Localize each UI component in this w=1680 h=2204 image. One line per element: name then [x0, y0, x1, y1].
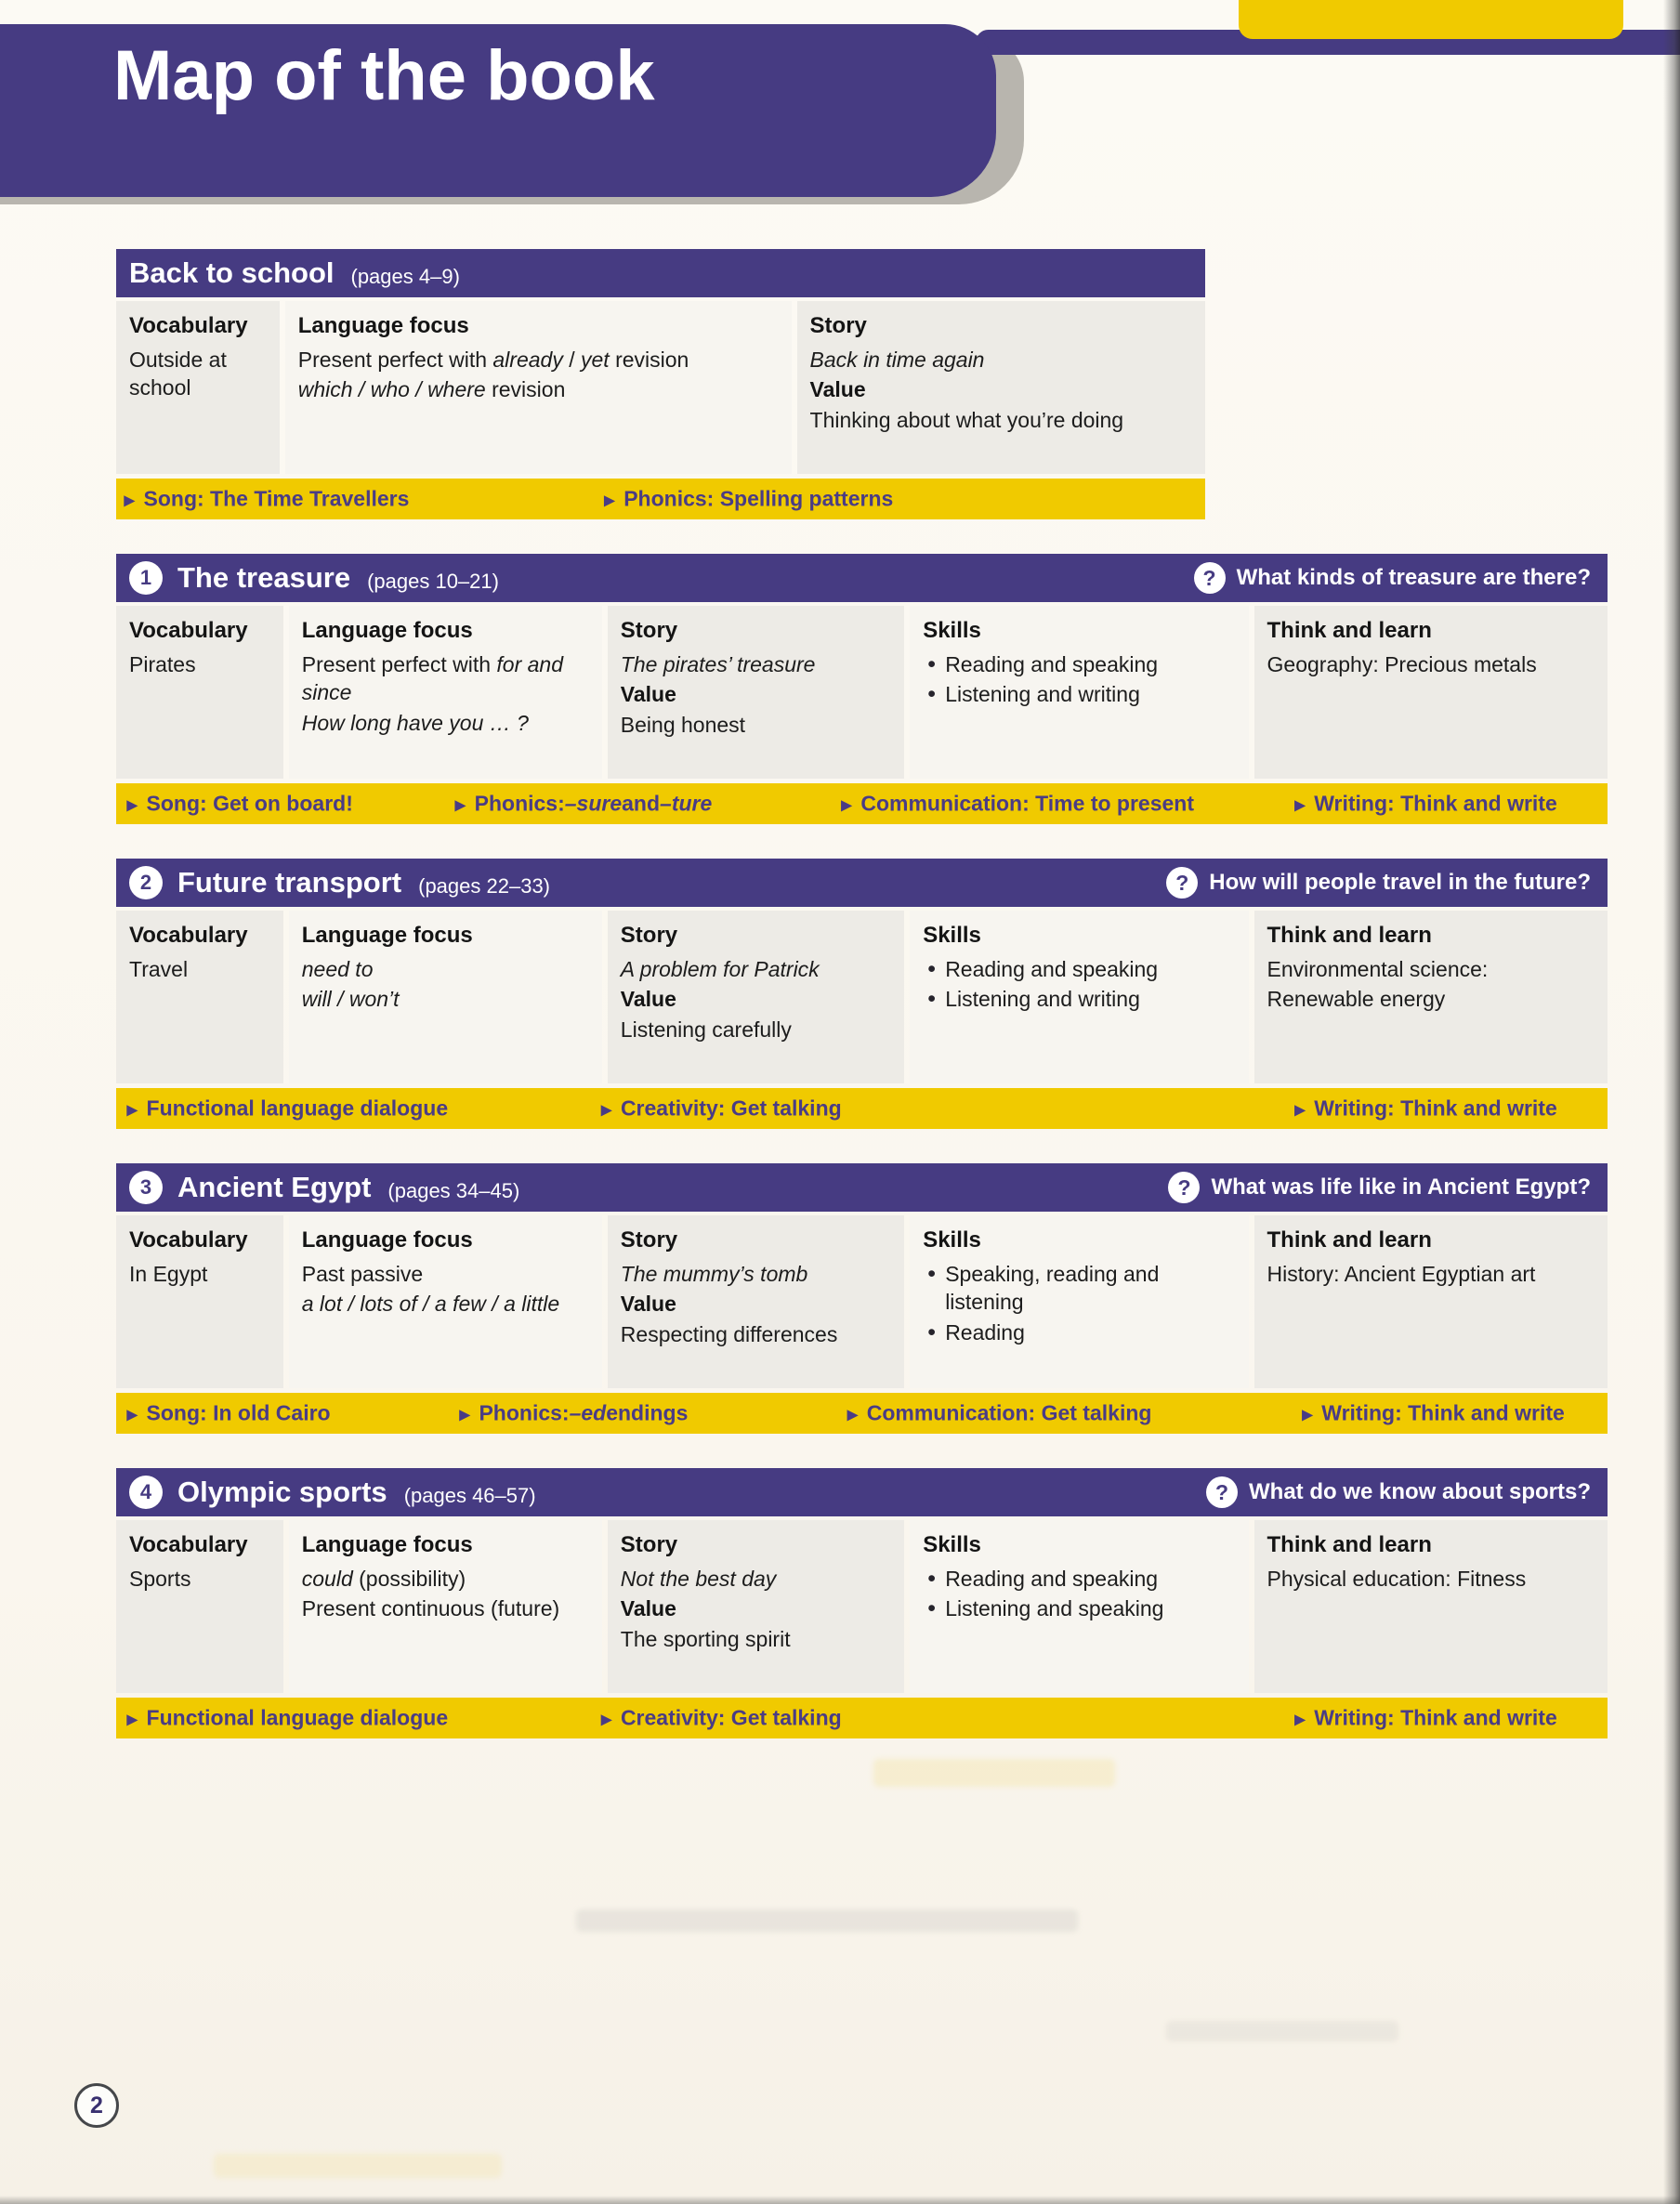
text-segment: Geography: Precious metals: [1267, 652, 1537, 676]
footer-item-communication: [847, 1401, 1151, 1426]
unit-number-badge: 1: [129, 561, 163, 595]
text-line: [923, 680, 1235, 708]
unit-body: [116, 1520, 1608, 1693]
bleed-through-mark: [873, 1759, 1115, 1787]
unit-number-badge: 3: [129, 1171, 163, 1204]
text-segment: Present perfect with: [301, 652, 497, 676]
text-segment: and: [622, 791, 661, 816]
column-header: Skills: [923, 1227, 981, 1253]
column-skills: [910, 1215, 1248, 1388]
unit-header: [116, 249, 1205, 297]
text-segment: a lot / lots of / a few / a little: [301, 1292, 560, 1317]
text-segment: Pirates: [129, 652, 196, 676]
text-segment: Outside at school: [129, 348, 227, 400]
column-skills: [910, 1520, 1248, 1693]
column-think-and-learn: [1254, 606, 1608, 779]
text-segment: Being honest: [620, 712, 746, 737]
column-story: [797, 301, 1205, 474]
text-segment: How long have you … ?: [301, 710, 529, 735]
column-header: Story: [620, 923, 678, 948]
text-segment: Renewable energy: [1267, 987, 1446, 1012]
text-segment: already: [492, 348, 563, 372]
column-header: Vocabulary: [129, 1227, 248, 1253]
column-language-focus: [289, 1215, 602, 1388]
text-segment: need to: [301, 957, 374, 981]
column-header: Story: [620, 618, 678, 643]
text-segment: –sure: [564, 791, 623, 816]
arrow-icon: ▶: [454, 797, 466, 813]
text-line: [621, 1320, 891, 1348]
text-segment: Respecting differences: [620, 1321, 838, 1346]
text-segment: The sporting spirit: [620, 1626, 791, 1651]
column-header: Think and learn: [1267, 1532, 1432, 1557]
column-language-focus: [289, 606, 602, 779]
unit-footer: [116, 1393, 1608, 1434]
unit-pages: (pages 4–9): [350, 264, 460, 288]
text-line: [129, 346, 267, 402]
column-vocabulary: [116, 911, 283, 1083]
column-header: Language focus: [301, 923, 473, 948]
column-header: Skills: [923, 923, 981, 948]
text-segment: Value: [620, 987, 676, 1012]
unit-pages: (pages 46–57): [403, 1483, 536, 1507]
text-segment: for and since: [301, 652, 564, 705]
column-think-and-learn: [1254, 911, 1608, 1083]
text-segment: which / who / where: [297, 377, 486, 402]
column-header: Skills: [923, 1532, 981, 1557]
arrow-icon: ▶: [847, 1407, 859, 1423]
text-line: [810, 375, 1192, 403]
text-line: [621, 711, 891, 739]
text-line: [302, 1594, 589, 1622]
unit-header: [116, 554, 1608, 602]
text-segment: Reading and speaking: [945, 957, 1159, 981]
text-line: [621, 1016, 891, 1043]
text-segment: Physical education: Fitness: [1267, 1567, 1527, 1591]
text-line: [1267, 650, 1595, 678]
text-segment: Song: Get on board!: [146, 791, 353, 816]
text-line: [1267, 1565, 1595, 1593]
unit-ancient-egypt: [116, 1163, 1608, 1434]
arrow-icon: ▶: [126, 1102, 138, 1118]
text-segment: The mummy’s tomb: [620, 1262, 808, 1286]
question-mark-icon: ?: [1166, 867, 1198, 899]
text-line: [923, 1565, 1235, 1593]
scan-edge-bottom: [0, 2196, 1680, 2204]
column-header: Vocabulary: [129, 1532, 248, 1557]
column-story: [608, 1215, 904, 1388]
text-segment: Writing: Think and write: [1314, 1705, 1557, 1730]
column-header: Skills: [923, 618, 981, 643]
text-line: [129, 955, 270, 983]
unit-footer: [116, 1698, 1608, 1738]
column-header: Think and learn: [1267, 618, 1432, 643]
column-header: Vocabulary: [129, 923, 248, 948]
column-header: Think and learn: [1267, 1227, 1432, 1253]
text-segment: Phonics:: [479, 1400, 570, 1425]
unit-title: Future transport: [177, 866, 402, 899]
text-line: [810, 406, 1192, 434]
text-line: [621, 680, 891, 708]
units: [116, 249, 1608, 1738]
text-line: [923, 1594, 1235, 1622]
text-line: [621, 650, 891, 678]
footer-item-writing: [1302, 1401, 1565, 1426]
text-line: [923, 955, 1235, 983]
column-header: Language focus: [301, 1227, 473, 1253]
scan-edge-right: [1663, 0, 1680, 2204]
text-segment: Reading and speaking: [945, 652, 1159, 676]
footer-item-functional-language: [126, 1706, 448, 1731]
unit-header: [116, 1163, 1608, 1212]
text-segment: Reading and speaking: [945, 1567, 1159, 1591]
text-line: [923, 1260, 1235, 1317]
column-header: Vocabulary: [129, 313, 248, 338]
text-line: [621, 1625, 891, 1653]
column-vocabulary: [116, 301, 280, 474]
footer-item-creativity: [601, 1096, 842, 1122]
text-segment: –ed: [569, 1400, 607, 1425]
text-segment: Song: The Time Travellers: [143, 486, 410, 511]
column-header: Story: [809, 313, 867, 338]
text-segment: Listening and speaking: [945, 1596, 1164, 1621]
text-segment: Functional language dialogue: [146, 1705, 449, 1730]
text-line: [1267, 985, 1595, 1013]
unit-question: What kinds of treasure are there?: [1236, 565, 1591, 590]
unit-footer: [116, 1088, 1608, 1129]
text-line: [129, 650, 270, 678]
text-segment: yet: [581, 348, 610, 372]
unit-title: Back to school: [129, 256, 335, 289]
arrow-icon: ▶: [1293, 797, 1306, 813]
unit-future-transport: [116, 859, 1608, 1129]
unit-body: [116, 1215, 1608, 1388]
column-header: Language focus: [301, 1532, 473, 1557]
question-mark-icon: ?: [1206, 1476, 1238, 1508]
text-segment: Value: [809, 377, 866, 402]
text-segment: Writing: Think and write: [1314, 1095, 1557, 1121]
text-segment: Phonics:: [474, 791, 565, 816]
unit-question: What was life like in Ancient Egypt?: [1211, 1174, 1591, 1200]
text-line: [302, 1260, 589, 1288]
text-line: [302, 650, 589, 707]
column-story: [608, 1520, 904, 1693]
arrow-icon: ▶: [1301, 1407, 1314, 1423]
unit-olympic-sports: [116, 1468, 1608, 1738]
bleed-through-mark: [576, 1909, 1078, 1932]
unit-title: The treasure: [177, 561, 351, 594]
text-segment: revision: [609, 348, 689, 372]
text-line: [302, 1565, 589, 1593]
unit-question: How will people travel in the future?: [1209, 870, 1591, 895]
unit-the-treasure: [116, 554, 1608, 824]
text-segment: –ture: [660, 791, 713, 816]
arrow-icon: ▶: [126, 1407, 138, 1423]
arrow-icon: ▶: [126, 797, 138, 813]
unit-body: [116, 606, 1608, 779]
text-segment: could: [301, 1567, 353, 1591]
text-segment: A problem for Patrick: [620, 957, 820, 981]
unit-body: [116, 301, 1205, 474]
text-segment: Creativity: Get talking: [620, 1705, 842, 1730]
column-story: [608, 911, 904, 1083]
text-segment: Not the best day: [620, 1567, 777, 1591]
text-segment: History: Ancient Egyptian art: [1267, 1262, 1536, 1286]
bleed-through-mark: [1166, 2021, 1398, 2041]
text-segment: Reading: [945, 1319, 1025, 1345]
column-header: Story: [620, 1532, 678, 1557]
text-segment: Thinking about what you’re doing: [809, 407, 1124, 432]
question-mark-icon: ?: [1168, 1172, 1200, 1203]
text-segment: Value: [620, 1292, 676, 1317]
arrow-icon: ▶: [603, 492, 616, 508]
text-segment: Writing: Think and write: [1321, 1400, 1565, 1425]
footer-item-communication: [841, 792, 1194, 817]
unit-header: [116, 1468, 1608, 1516]
column-language-focus: [285, 301, 792, 474]
text-line: [621, 1290, 891, 1318]
text-segment: Sports: [129, 1567, 191, 1591]
text-segment: The pirates’ treasure: [620, 652, 816, 676]
unit-title: Olympic sports: [177, 1476, 387, 1508]
text-line: [923, 1318, 1235, 1346]
text-segment: Back in time again: [809, 348, 985, 372]
text-segment: Communication: Get talking: [866, 1400, 1152, 1425]
footer-item-creativity: [601, 1706, 842, 1731]
text-segment: Communication: Time to present: [860, 791, 1194, 816]
footer-item-writing: [1294, 1706, 1557, 1731]
column-story: [608, 606, 904, 779]
unit-header: [116, 859, 1608, 907]
column-header: Language focus: [297, 313, 469, 338]
arrow-icon: ▶: [126, 1712, 138, 1727]
footer-item-writing: [1294, 1096, 1557, 1122]
footer-item-writing: [1294, 792, 1557, 817]
text-line: [298, 346, 779, 374]
text-segment: Environmental science:: [1267, 957, 1489, 981]
text-segment: Writing: Think and write: [1314, 791, 1557, 816]
text-segment: Functional language dialogue: [146, 1095, 449, 1121]
unit-title: Ancient Egypt: [177, 1171, 372, 1203]
text-line: [302, 955, 589, 983]
text-line: [621, 1565, 891, 1593]
text-line: [621, 985, 891, 1013]
footer-item-phonics: [459, 1401, 688, 1426]
column-skills: [910, 606, 1248, 779]
text-segment: Past passive: [301, 1262, 424, 1286]
text-segment: Present continuous (future): [301, 1596, 560, 1621]
unit-footer: [116, 479, 1205, 519]
arrow-icon: ▶: [600, 1102, 612, 1118]
text-line: [302, 985, 589, 1013]
bleed-through-mark: [214, 2154, 502, 2178]
text-segment: Present perfect with: [297, 348, 493, 372]
text-line: [1267, 955, 1595, 983]
text-segment: Song: In old Cairo: [146, 1400, 331, 1425]
text-segment: Listening carefully: [620, 1017, 792, 1042]
text-segment: revision: [485, 377, 566, 402]
arrow-icon: ▶: [600, 1712, 612, 1727]
text-segment: will / won’t: [301, 987, 400, 1012]
text-line: [923, 985, 1235, 1013]
column-think-and-learn: [1254, 1520, 1608, 1693]
question-mark-icon: ?: [1194, 562, 1226, 594]
text-segment: (possibility): [352, 1567, 466, 1591]
text-line: [302, 709, 589, 737]
unit-number-badge: 2: [129, 866, 163, 899]
column-header: Language focus: [301, 618, 473, 643]
text-line: [923, 650, 1235, 678]
text-segment: Listening and writing: [945, 682, 1140, 707]
text-line: [621, 1260, 891, 1288]
footer-item-song: [126, 792, 353, 817]
footer-item-song: [126, 1401, 330, 1426]
corner-tab: [1239, 0, 1623, 39]
text-line: [621, 955, 891, 983]
text-segment: /: [562, 348, 581, 372]
page-number: 2: [74, 2083, 119, 2128]
unit-body: [116, 911, 1608, 1083]
column-header: Think and learn: [1267, 923, 1432, 948]
column-language-focus: [289, 1520, 602, 1693]
text-segment: Phonics: Spelling patterns: [623, 486, 894, 511]
text-segment: Creativity: Get talking: [620, 1095, 842, 1121]
unit-back-to-school: [116, 249, 1205, 519]
text-segment: Travel: [129, 957, 189, 981]
text-line: [810, 346, 1192, 374]
column-vocabulary: [116, 1520, 283, 1693]
column-header: Story: [620, 1227, 678, 1253]
column-header: Vocabulary: [129, 618, 248, 643]
column-vocabulary: [116, 1215, 283, 1388]
text-segment: Listening and writing: [945, 987, 1140, 1012]
text-line: [1267, 1260, 1595, 1288]
column-language-focus: [289, 911, 602, 1083]
text-segment: Value: [620, 1596, 676, 1621]
column-skills: [910, 911, 1248, 1083]
footer-item-phonics: [604, 487, 893, 512]
arrow-icon: ▶: [841, 797, 853, 813]
arrow-icon: ▶: [124, 492, 136, 508]
arrow-icon: ▶: [1293, 1102, 1306, 1118]
footer-item-phonics: [454, 792, 712, 817]
unit-question: What do we know about sports?: [1249, 1479, 1591, 1504]
arrow-icon: ▶: [459, 1407, 471, 1423]
text-segment: Speaking, reading and listening: [945, 1262, 1160, 1315]
column-think-and-learn: [1254, 1215, 1608, 1388]
unit-footer: [116, 783, 1608, 824]
text-line: [298, 375, 779, 403]
footer-item-song: [124, 487, 409, 512]
unit-pages: (pages 10–21): [367, 569, 499, 593]
column-vocabulary: [116, 606, 283, 779]
footer-item-functional-language: [126, 1096, 448, 1122]
text-segment: Value: [620, 682, 676, 707]
text-line: [302, 1290, 589, 1318]
page-title: Map of the book: [113, 36, 655, 115]
text-line: [129, 1260, 270, 1288]
unit-pages: (pages 22–33): [418, 873, 551, 898]
unit-pages: (pages 34–45): [387, 1178, 520, 1202]
text-line: [129, 1565, 270, 1593]
text-segment: In Egypt: [129, 1262, 208, 1286]
text-line: [621, 1594, 891, 1622]
arrow-icon: ▶: [1293, 1712, 1306, 1727]
unit-number-badge: 4: [129, 1476, 163, 1509]
text-segment: endings: [606, 1400, 689, 1425]
